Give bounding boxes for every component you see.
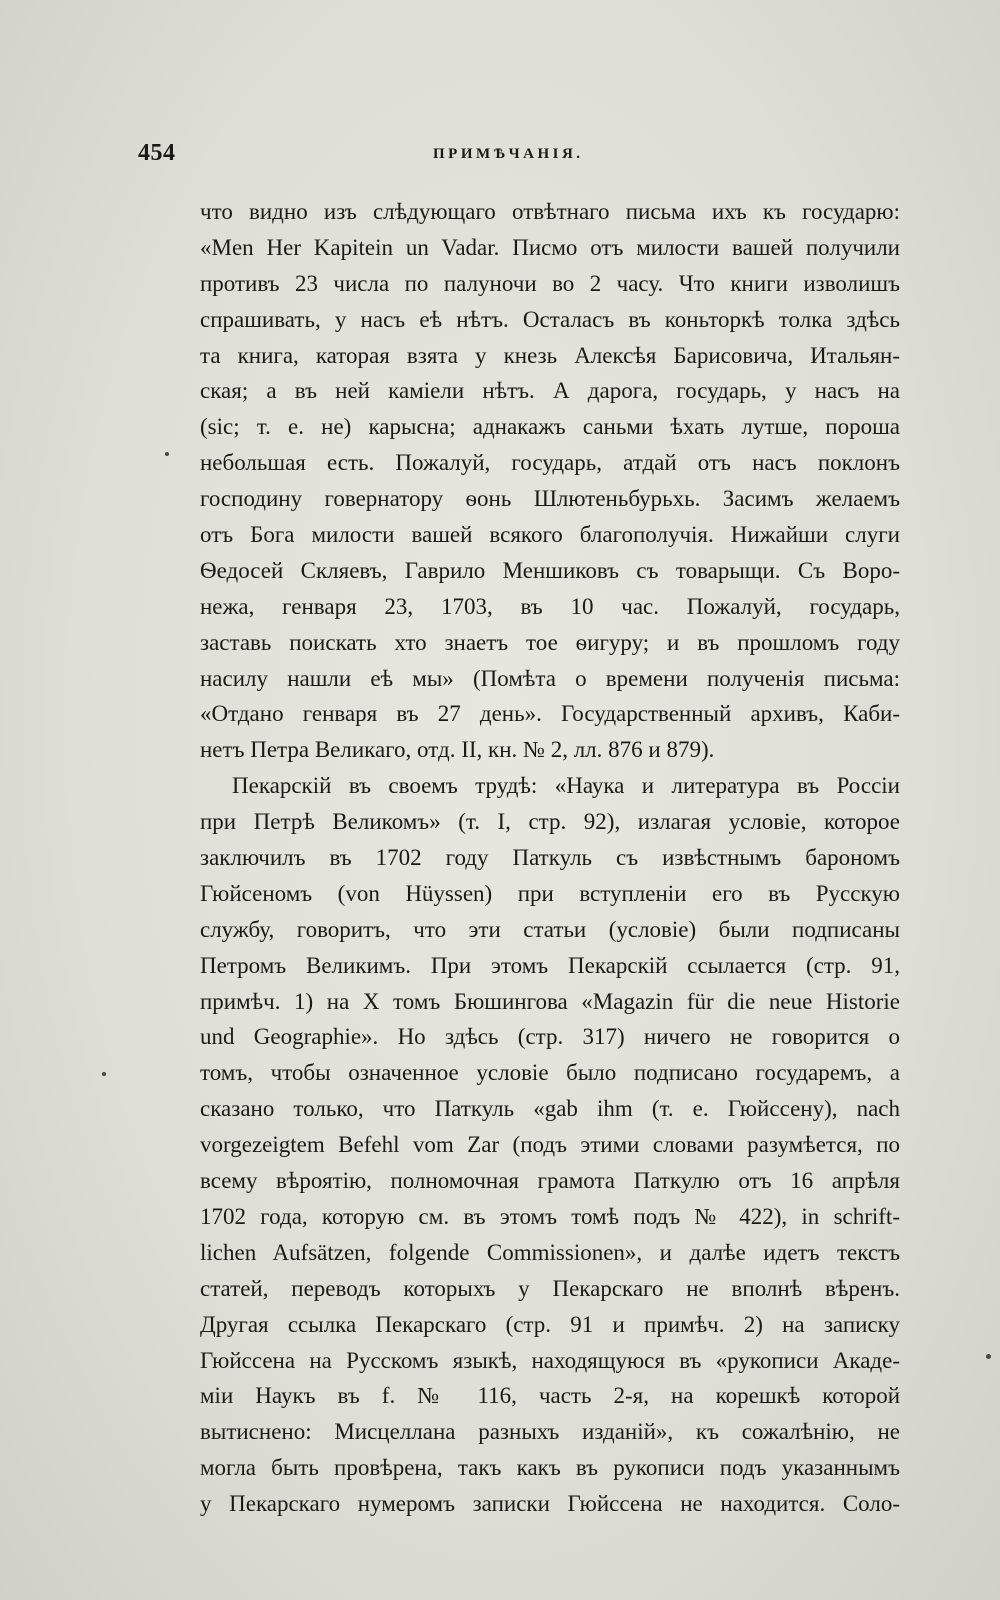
text-line: нежа, генваря 23, 1703, въ 10 час. Пожалуй, государь, [200,593,900,619]
text-line: Другая ссылка Пекарскаго (стр. 91 и примѣч. 2) на записку [200,1311,900,1337]
print-speck [165,452,169,456]
text-line: ская; а въ ней каміели нѣтъ. А дарога, государь, у насъ на [200,378,900,404]
text-line: всему вѣроятію, полномочная грамота Паткулю отъ 16 апрѣля [200,1168,900,1194]
text-line: (sic; т. е. не) карысна; аднакажъ саньми ѣхать лутше, пороша [200,414,900,440]
text-line: сказано только, что Паткуль «gab ihm (т. е. Гюйссену), nach [200,1096,900,1122]
text-line: при Петрѣ Великомъ» (т. I, стр. 92), излагая условіе, которое [200,809,900,835]
text-line: отъ Бога милости вашей всякого благополучія. Нижайши слуги [200,522,900,548]
text-line: Гюйссена на Русскомъ языкѣ, находящуюся въ «рукописи Акаде- [200,1347,900,1373]
text-line: небольшая есть. Пожалуй, государь, атдай отъ насъ поклонъ [200,450,900,476]
text-line: «Отдано генваря въ 27 день». Государственный архивъ, Каби- [200,701,900,727]
text-line: насилу нашли еѣ мы» (Помѣта о времени полученія письма: [200,665,900,691]
page-number: 454 [138,140,176,166]
text-line: противъ 23 числа по палуночи во 2 часу. Что книги изволишъ [200,270,900,296]
text-line: томъ, чтобы означенное условіе было подписано государемъ, а [200,1060,900,1086]
text-line: Петромъ Великимъ. При этомъ Пекарскій ссылается (стр. 91, [200,952,900,978]
running-title: ПРИМѢЧАНІЯ. [433,146,584,162]
text-line: vorgezeigtem Befehl vom Zar (подъ этими словами разумѣется, по [200,1132,900,1158]
text-line: та книга, каторая взята у кнезь Алексѣя Барисовича, Итальян- [200,342,900,368]
text-line: 1702 года, которую см. въ этомъ томѣ подъ № 422), in schrift- [200,1203,900,1229]
text-line: спрашивать, у насъ еѣ нѣтъ. Осталасъ въ коньторкѣ толка здѣсь [200,306,900,332]
text-line: und Geographie». Но здѣсь (стр. 317) ничего не говорится о [200,1024,900,1050]
text-line: вытиснено: Мисцеллана разныхъ изданій», къ сожалѣнію, не [200,1419,900,1445]
text-line: lichen Aufsätzen, folgende Commissionen», и далѣе идетъ текстъ [200,1239,900,1265]
text-line: господину говернатору ѳонь Шлютеньбурьхь. Засимъ желаемъ [200,486,900,512]
text-line: примѣч. 1) на X томъ Бюшингова «Magazin für die neue Historie [200,988,900,1014]
text-line: могла быть провѣрена, такъ какъ въ рукописи подъ указаннымъ [200,1455,900,1481]
text-line: службу, говоритъ, что эти статьи (условіе) были подписаны [200,916,900,942]
text-line: Гюйсеномъ (von Hüyssen) при вступленіи его въ Русскую [200,880,900,906]
text-line: нетъ Петра Великаго, отд. II, кн. № 2, лл. 876 и 879). [200,737,715,763]
text-line: заключилъ въ 1702 году Паткуль съ извѣстнымъ барономъ [200,845,900,871]
text-line: «Men Her Kapitein un Vadar. Писмо отъ милости вашей получили [200,234,900,260]
text-line: заставь поискать хто знаетъ тое ѳигуру; и въ прошломъ году [200,629,900,655]
text-line: у Пекарскаго нумеромъ записки Гюйссена не находится. Соло- [200,1491,900,1517]
body-text [200,194,900,1522]
print-speck [102,1072,106,1076]
text-line: статей, переводъ которыхъ у Пекарскаго не вполнѣ вѣренъ. [200,1275,900,1301]
running-head [138,140,958,170]
text-line: Ѳедосей Скляевъ, Гаврило Меншиковъ съ товарыщи. Съ Воро- [200,557,900,583]
text-line: что видно изъ слѣдующаго отвѣтнаго письма ихъ къ государю: [200,199,900,224]
print-speck [986,1354,991,1359]
text-line: міи Наукъ въ f. № 116, часть 2-я, на корешкѣ которой [200,1383,900,1409]
paragraph-first-line: Пекарскій въ своемъ трудѣ: «Наука и литература въ Россіи [232,773,900,799]
